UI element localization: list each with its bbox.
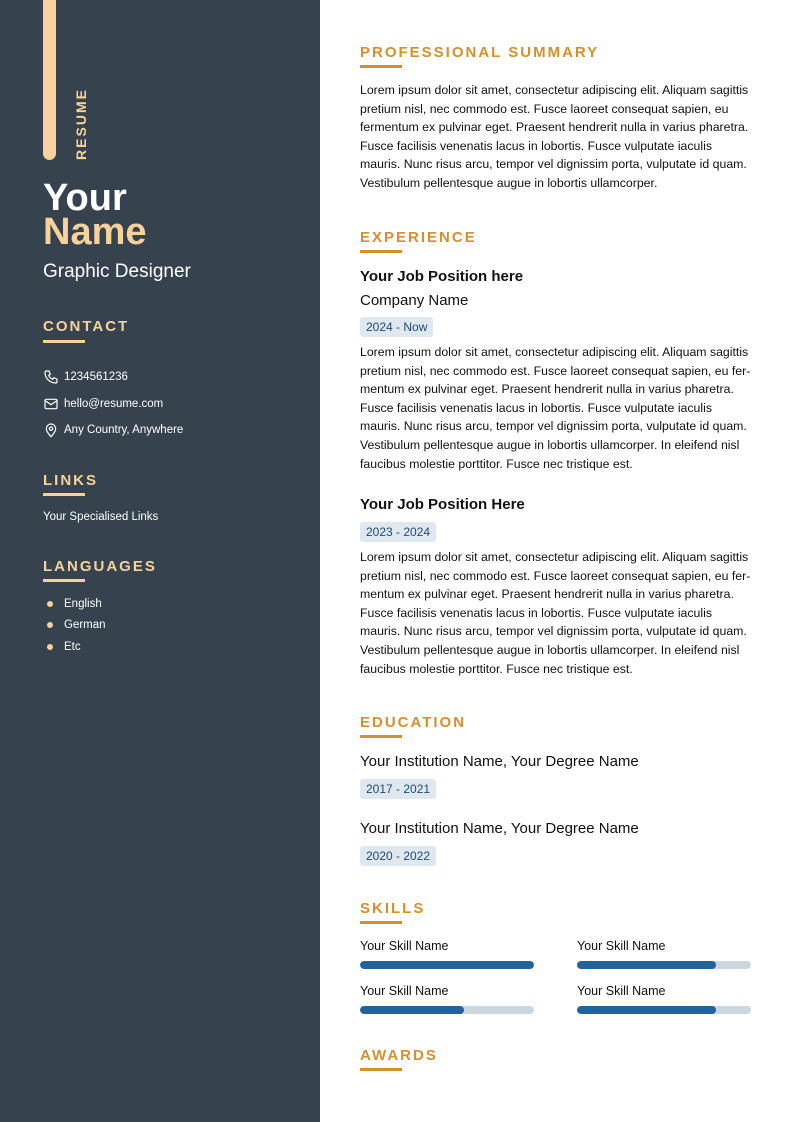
- skill-bar-fill: [360, 961, 534, 969]
- education-underline: [360, 735, 402, 738]
- skill-bar: [360, 961, 534, 969]
- contact-location: [43, 421, 183, 439]
- first-name: Your: [43, 177, 127, 219]
- date-badge: 2020 - 2022: [360, 846, 436, 866]
- summary-heading: PROFESSIONAL SUMMARY: [360, 44, 600, 61]
- date-badge: 2024 - Now: [360, 317, 433, 337]
- experience-heading: EXPERIENCE: [360, 229, 477, 246]
- skill-name: Your Skill Name: [360, 984, 449, 998]
- sidebar: [0, 0, 320, 1122]
- contact-phone: [43, 368, 128, 386]
- job-title: Your Job Position here: [360, 268, 524, 285]
- links-heading: LINKS: [43, 472, 98, 489]
- language-label: Etc: [64, 641, 81, 653]
- company-name: Company Name: [360, 292, 469, 309]
- awards-underline: [360, 1068, 402, 1071]
- language-item: [47, 618, 106, 632]
- skills-heading: SKILLS: [360, 900, 426, 917]
- last-name: Name: [43, 211, 147, 253]
- bullet-icon: [47, 644, 53, 650]
- phone-icon: [43, 369, 59, 385]
- skill-bar: [577, 1006, 751, 1014]
- skill-bar: [360, 1006, 534, 1014]
- skill-bar-fill: [360, 1006, 464, 1014]
- job-title: Your Job Position Here: [360, 496, 525, 513]
- resume-tag: RESUME: [73, 88, 89, 160]
- bullet-icon: [47, 601, 53, 607]
- skill-name: Your Skill Name: [577, 939, 666, 953]
- skills-underline: [360, 921, 402, 924]
- links-text[interactable]: Your Specialised Links: [43, 511, 159, 523]
- summary-underline: [360, 65, 402, 68]
- language-item: [47, 597, 102, 611]
- language-item: [47, 640, 81, 654]
- contact-heading: CONTACT: [43, 318, 130, 335]
- language-label: English: [64, 598, 102, 610]
- skill-bar-fill: [577, 1006, 716, 1014]
- summary-text: Lorem ipsum dolor sit amet, consectetur adipiscing elit. Aliquam sagittis pretium nisl, nec commodo est. Fusce laoreet consequat sapien, eu fermentum ex pulvinar eget. Praesent hendrerit nulla in varius pharetra. Fusce facilisis venenatis lacus in lobortis. Fusce vulputate iaculis mauris. Nunc risus arcu, tempor vel dignissim porta, vulputate id quam. Vestibulum pellentesque augue in lobortis ullamcorper.: [360, 83, 749, 190]
- awards-heading: AWARDS: [360, 1047, 438, 1064]
- language-label: German: [64, 619, 106, 631]
- date-badge: 2023 - 2024: [360, 522, 436, 542]
- job-description: Lorem ipsum dolor sit amet, consectetur adipiscing elit. Aliquam sagittis pretium nisl, nec commodo est. Fusce laoreet consequat sapien, eu fermentum ex pulvinar eget. Praesent hendrerit nulla in varius pharetra. Fusce facilisis venenatis lacus in lobortis. Fusce vulputate iaculis mauris. Nunc risus arcu, tempor vel dignissim porta, vulputate id quam. Vestibulum pellentesque augue in lobortis ullamcorper. In eleifend nisl faucibus molestie porttitor. Fusce nec tristique est.: [360, 550, 751, 676]
- resume-accent-bar: [43, 0, 56, 160]
- skill-name: Your Skill Name: [577, 984, 666, 998]
- email-text: hello@resume.com: [64, 398, 164, 410]
- bullet-icon: [47, 622, 53, 628]
- skill-bar: [577, 961, 751, 969]
- location-pin-icon: [43, 422, 59, 438]
- mail-icon: [43, 396, 59, 412]
- education-title: Your Institution Name, Your Degree Name: [360, 753, 639, 770]
- skill-name: Your Skill Name: [360, 939, 449, 953]
- education-title: Your Institution Name, Your Degree Name: [360, 820, 639, 837]
- contact-underline: [43, 340, 85, 343]
- links-underline: [43, 493, 85, 496]
- education-heading: EDUCATION: [360, 714, 467, 731]
- date-badge: 2017 - 2021: [360, 779, 436, 799]
- languages-heading: LANGUAGES: [43, 558, 157, 575]
- job-role: Graphic Designer: [43, 261, 191, 282]
- job-description: Lorem ipsum dolor sit amet, consectetur adipiscing elit. Aliquam sagittis pretium nisl, nec commodo est. Fusce laoreet consequat sapien, eu fermentum ex pulvinar eget. Praesent hendrerit nulla in varius pharetra. Fusce facilisis venenatis lacus in lobortis. Fusce vulputate iaculis mauris. Nunc risus arcu, tempor vel dignissim porta, vulputate id quam. Vestibulum pellentesque augue in lobortis ullamcorper. In eleifend nisl faucibus molestie porttitor. Fusce nec tristique est.: [360, 345, 751, 471]
- contact-email: [43, 395, 163, 413]
- experience-underline: [360, 250, 402, 253]
- languages-underline: [43, 579, 85, 582]
- skill-bar-fill: [577, 961, 716, 969]
- location-text: Any Country, Anywhere: [64, 424, 184, 436]
- phone-text: 1234561236: [64, 371, 128, 383]
